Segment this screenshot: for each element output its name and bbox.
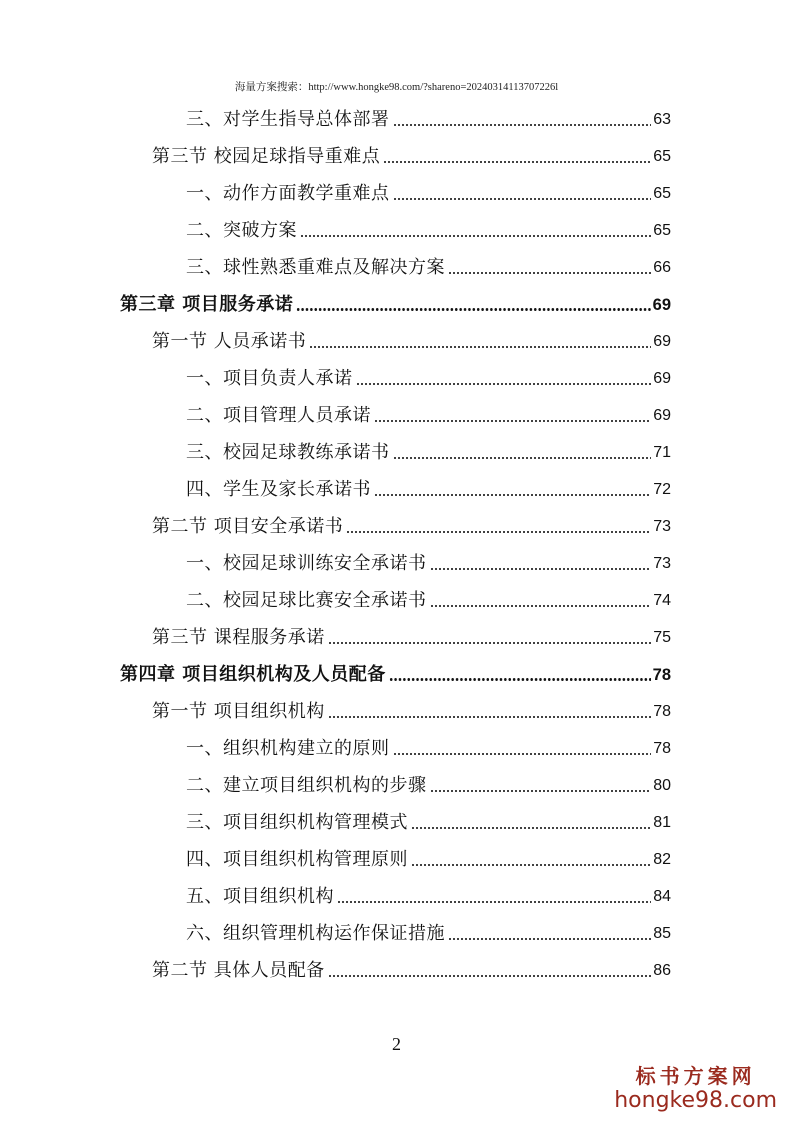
toc-entry-title: 一、动作方面教学重难点 bbox=[186, 183, 390, 204]
toc-entry-title: 第二节 具体人员配备 bbox=[152, 960, 325, 981]
toc-entry-item[interactable] bbox=[186, 804, 671, 834]
toc-entry-item[interactable] bbox=[186, 878, 671, 908]
toc-entry-page: 73 bbox=[653, 555, 671, 572]
watermark-chinese-text: 标书方案网 bbox=[635, 1064, 756, 1088]
toc-entry-title: 二、项目管理人员承诺 bbox=[186, 405, 371, 426]
toc-entry-title: 三、校园足球教练承诺书 bbox=[186, 442, 390, 463]
toc-dot-leader bbox=[393, 753, 652, 755]
page-number: 2 bbox=[392, 1034, 401, 1054]
toc-dot-leader bbox=[411, 864, 651, 866]
toc-dot-leader bbox=[300, 235, 651, 237]
toc-entry-title: 四、项目组织机构管理原则 bbox=[186, 849, 408, 870]
page-header-url: 海量方案搜索：http://www.hongke98.com/?shareno=20240314113707226l bbox=[234, 82, 559, 93]
toc-dot-leader bbox=[389, 678, 651, 681]
toc-entry-page: 69 bbox=[653, 407, 671, 424]
toc-entry-item[interactable] bbox=[186, 434, 671, 464]
toc-entry-item[interactable] bbox=[186, 175, 671, 205]
watermark-domain-text: hongke98.com bbox=[614, 1088, 777, 1113]
toc-dot-leader bbox=[374, 494, 651, 496]
toc-entry-item[interactable] bbox=[186, 212, 671, 242]
toc-entry-page: 85 bbox=[653, 925, 671, 942]
toc-entry-item[interactable] bbox=[186, 730, 671, 760]
toc-entry-page: 80 bbox=[653, 777, 671, 794]
toc-entry-page: 73 bbox=[653, 518, 671, 535]
toc-entry-page: 63 bbox=[653, 111, 671, 128]
toc-entry-title: 第三章 项目服务承诺 bbox=[120, 294, 294, 315]
toc-dot-leader bbox=[393, 124, 652, 126]
toc-entry-chapter[interactable] bbox=[120, 286, 671, 316]
toc-entry-page: 84 bbox=[653, 888, 671, 905]
toc-entry-page: 78 bbox=[653, 703, 671, 720]
toc-entry-page: 71 bbox=[653, 444, 671, 461]
toc-entry-chapter[interactable] bbox=[120, 656, 671, 686]
toc-dot-leader bbox=[383, 161, 651, 163]
toc-entry-page: 72 bbox=[653, 481, 671, 498]
toc-entry-page: 74 bbox=[653, 592, 671, 609]
toc-entry-item[interactable] bbox=[186, 101, 671, 131]
toc-entry-title: 第三节 课程服务承诺 bbox=[152, 627, 325, 648]
toc-entry-item[interactable] bbox=[186, 471, 671, 501]
toc-dot-leader bbox=[337, 901, 651, 903]
toc-dot-leader bbox=[328, 642, 651, 644]
toc-dot-leader bbox=[430, 568, 652, 570]
toc-entry-item[interactable] bbox=[186, 915, 671, 945]
toc-entry-item[interactable] bbox=[186, 767, 671, 797]
toc-entry-page: 86 bbox=[653, 962, 671, 979]
toc-entry-title: 一、校园足球训练安全承诺书 bbox=[186, 553, 427, 574]
toc-entry-title: 二、建立项目组织机构的步骤 bbox=[186, 775, 427, 796]
toc-dot-leader bbox=[411, 827, 651, 829]
toc-entry-item[interactable] bbox=[186, 841, 671, 871]
toc-entry-page: 78 bbox=[652, 666, 671, 684]
toc-entry-title: 一、项目负责人承诺 bbox=[186, 368, 353, 389]
toc-dot-leader bbox=[448, 938, 651, 940]
toc-dot-leader bbox=[393, 198, 652, 200]
toc-entry-page: 81 bbox=[653, 814, 671, 831]
toc-entry-page: 66 bbox=[653, 259, 671, 276]
toc-entry-page: 65 bbox=[653, 148, 671, 165]
toc-entry-item[interactable] bbox=[186, 360, 671, 390]
toc-entry-title: 第二节 项目安全承诺书 bbox=[152, 516, 344, 537]
toc-entry-page: 69 bbox=[653, 370, 671, 387]
toc-entry-page: 65 bbox=[653, 185, 671, 202]
toc-entry-title: 第一节 人员承诺书 bbox=[152, 331, 307, 352]
toc-entry-page: 78 bbox=[653, 740, 671, 757]
toc-entry-item[interactable] bbox=[186, 545, 671, 575]
toc-entry-section[interactable] bbox=[152, 952, 671, 982]
toc-dot-leader bbox=[328, 716, 651, 718]
toc-entry-title: 二、校园足球比赛安全承诺书 bbox=[186, 590, 427, 611]
toc-dot-leader bbox=[430, 790, 652, 792]
toc-entry-section[interactable] bbox=[152, 323, 671, 353]
toc-entry-section[interactable] bbox=[152, 619, 671, 649]
toc-dot-leader bbox=[393, 457, 652, 459]
toc-dot-leader bbox=[328, 975, 651, 977]
toc-entry-title: 第一节 项目组织机构 bbox=[152, 701, 325, 722]
toc-dot-leader bbox=[296, 308, 650, 311]
toc-entry-section[interactable] bbox=[152, 508, 671, 538]
toc-entry-title: 三、球性熟悉重难点及解决方案 bbox=[186, 257, 445, 278]
toc-entry-title: 三、项目组织机构管理模式 bbox=[186, 812, 408, 833]
toc-entry-section[interactable] bbox=[152, 138, 671, 168]
toc-dot-leader bbox=[430, 605, 652, 607]
toc-entry-page: 69 bbox=[653, 333, 671, 350]
toc-entry-title: 第三节 校园足球指导重难点 bbox=[152, 146, 381, 167]
toc-entry-title: 三、对学生指导总体部署 bbox=[186, 109, 390, 130]
toc-dot-leader bbox=[356, 383, 652, 385]
toc-entry-item[interactable] bbox=[186, 249, 671, 279]
toc-dot-leader bbox=[374, 420, 651, 422]
toc-dot-leader bbox=[448, 272, 651, 274]
toc-entry-item[interactable] bbox=[186, 397, 671, 427]
toc-entry-title: 二、突破方案 bbox=[186, 220, 297, 241]
toc-dot-leader bbox=[346, 531, 651, 533]
toc-entry-title: 第四章 项目组织机构及人员配备 bbox=[120, 664, 386, 685]
site-watermark-logo bbox=[614, 1064, 777, 1114]
toc-entry-title: 五、项目组织机构 bbox=[186, 886, 334, 907]
toc-entry-section[interactable] bbox=[152, 693, 671, 723]
toc-entry-page: 69 bbox=[652, 296, 671, 314]
toc-entry-title: 一、组织机构建立的原则 bbox=[186, 738, 390, 759]
toc-entry-page: 75 bbox=[653, 629, 671, 646]
toc-entry-title: 四、学生及家长承诺书 bbox=[186, 479, 371, 500]
toc-entry-item[interactable] bbox=[186, 582, 671, 612]
toc-dot-leader bbox=[309, 346, 651, 348]
toc-entry-title: 六、组织管理机构运作保证措施 bbox=[186, 923, 445, 944]
toc-entry-page: 65 bbox=[653, 222, 671, 239]
toc-entry-page: 82 bbox=[653, 851, 671, 868]
